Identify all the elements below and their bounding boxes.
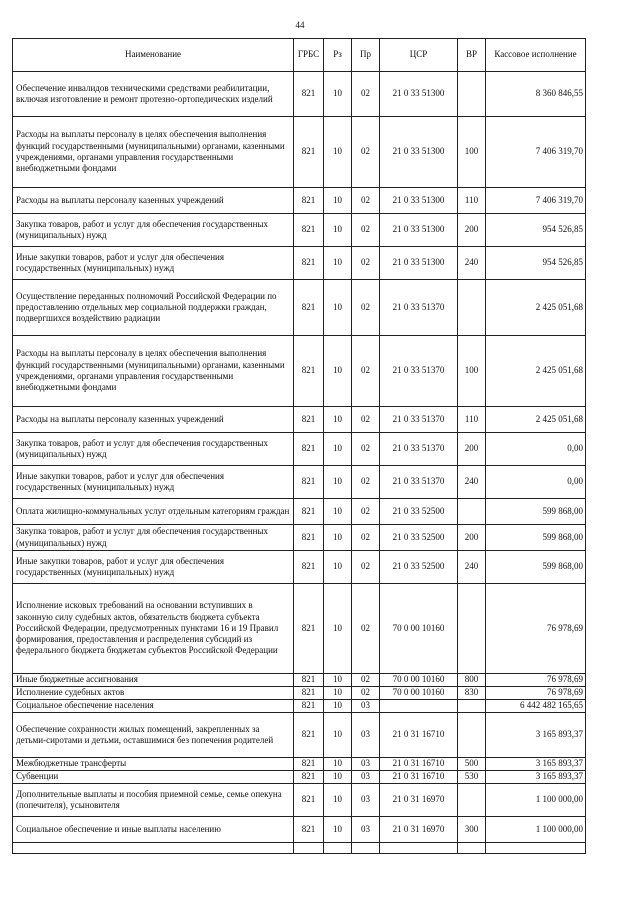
cell-rz: 10 [324, 700, 352, 713]
header-amount: Кассовое исполнение [486, 39, 586, 72]
empty-cell [486, 843, 586, 854]
cell-vr: 240 [458, 247, 486, 280]
table-body [13, 72, 586, 854]
table-row [13, 771, 586, 784]
cell-pr: 02 [352, 674, 380, 687]
empty-cell [352, 843, 380, 854]
cell-name: Расходы на выплаты персоналу казенных учреждений [13, 407, 294, 433]
cell-name: Исполнение судебных актов [13, 687, 294, 700]
table-bottom-spacer [13, 843, 586, 854]
cell-name: Субвенции [13, 771, 294, 784]
cell-pr: 03 [352, 784, 380, 817]
cell-vr [458, 499, 486, 525]
cell-grbs: 821 [294, 72, 324, 117]
cell-name: Расходы на выплаты персоналу казенных учреждений [13, 188, 294, 214]
cell-rz: 10 [324, 280, 352, 336]
cell-vr: 240 [458, 466, 486, 499]
cell-csr: 21 0 33 52500 [380, 551, 458, 584]
table-row [13, 433, 586, 466]
cell-csr [380, 700, 458, 713]
cell-name: Обеспечение сохранности жилых помещений, закрепленных за детьми-сиротами и детьми, оставшимися без попечения родителей [13, 713, 294, 758]
cell-amount: 0,00 [486, 433, 586, 466]
cell-pr: 03 [352, 713, 380, 758]
cell-pr: 03 [352, 817, 380, 843]
cell-vr [458, 584, 486, 674]
cell-name: Закупка товаров, работ и услуг для обеспечения государственных (муниципальных) нужд [13, 214, 294, 247]
cell-pr: 02 [352, 117, 380, 188]
cell-amount: 1 100 000,00 [486, 817, 586, 843]
cell-amount: 3 165 893,37 [486, 771, 586, 784]
cell-csr: 70 0 00 10160 [380, 687, 458, 700]
cell-grbs: 821 [294, 336, 324, 407]
cell-amount: 6 442 482 165,65 [486, 700, 586, 713]
cell-pr: 02 [352, 336, 380, 407]
cell-vr: 830 [458, 687, 486, 700]
cell-vr [458, 72, 486, 117]
cell-grbs: 821 [294, 433, 324, 466]
cell-rz: 10 [324, 784, 352, 817]
cell-amount: 599 868,00 [486, 525, 586, 551]
cell-grbs: 821 [294, 584, 324, 674]
cell-csr: 21 0 33 52500 [380, 499, 458, 525]
cell-vr: 200 [458, 214, 486, 247]
cell-name: Межбюджетные трансферты [13, 758, 294, 771]
cell-csr: 21 0 33 51300 [380, 117, 458, 188]
empty-cell [458, 843, 486, 854]
table-row [13, 188, 586, 214]
cell-grbs: 821 [294, 214, 324, 247]
cell-pr: 02 [352, 551, 380, 584]
cell-vr: 100 [458, 336, 486, 407]
cell-csr: 21 0 33 51370 [380, 407, 458, 433]
empty-cell [294, 843, 324, 854]
table-row [13, 280, 586, 336]
cell-csr: 21 0 31 16710 [380, 758, 458, 771]
cell-rz: 10 [324, 758, 352, 771]
table-row [13, 700, 586, 713]
cell-pr: 02 [352, 280, 380, 336]
cell-name: Расходы на выплаты персоналу в целях обеспечения выполнения функций государственными (муниципальными) органами, казенными учреждениями, органами управления государственными внебюджетными фондами [13, 336, 294, 407]
empty-cell [324, 843, 352, 854]
cell-grbs: 821 [294, 687, 324, 700]
cell-csr: 21 0 33 51300 [380, 214, 458, 247]
cell-grbs: 821 [294, 466, 324, 499]
cell-rz: 10 [324, 584, 352, 674]
cell-name: Социальное обеспечение населения [13, 700, 294, 713]
table-row [13, 336, 586, 407]
cell-name: Исполнение исковых требований на основании вступивших в законную силу судебных актов, обязательств бюджета субъекта Российской Федерации, предусмотренных пунктами 16 и 19 Правил формирования, предоставления и распределения субсидий из федерального бюджета бюджетам субъектов Российской Федерации [13, 584, 294, 674]
cell-name: Дополнительные выплаты и пособия приемной семье, семье опекуна (попечителя), усыновителя [13, 784, 294, 817]
cell-pr: 03 [352, 700, 380, 713]
cell-name: Оплата жилищно-коммунальных услуг отдельным категориям граждан [13, 499, 294, 525]
cell-grbs: 821 [294, 713, 324, 758]
cell-rz: 10 [324, 214, 352, 247]
cell-rz: 10 [324, 525, 352, 551]
cell-csr: 21 0 33 51370 [380, 280, 458, 336]
cell-rz: 10 [324, 817, 352, 843]
cell-grbs: 821 [294, 700, 324, 713]
cell-grbs: 821 [294, 674, 324, 687]
cell-amount: 2 425 051,68 [486, 336, 586, 407]
table-row [13, 784, 586, 817]
cell-csr: 21 0 31 16710 [380, 771, 458, 784]
table-row [13, 214, 586, 247]
cell-rz: 10 [324, 117, 352, 188]
header-name: Наименование [13, 39, 294, 72]
cell-pr: 02 [352, 188, 380, 214]
table-row [13, 466, 586, 499]
cell-amount: 76 978,69 [486, 584, 586, 674]
cell-rz: 10 [324, 336, 352, 407]
table-row [13, 247, 586, 280]
cell-grbs: 821 [294, 817, 324, 843]
cell-amount: 7 406 319,70 [486, 188, 586, 214]
cell-csr: 21 0 33 51370 [380, 336, 458, 407]
page-number: 44 [295, 20, 305, 30]
cell-csr: 21 0 33 52500 [380, 525, 458, 551]
cell-amount: 8 360 846,55 [486, 72, 586, 117]
cell-vr [458, 784, 486, 817]
cell-pr: 02 [352, 214, 380, 247]
cell-name: Осуществление переданных полномочий Российской Федерации по предоставлению отдельных мер социальной поддержки граждан, подвергшихся воздействию радиации [13, 280, 294, 336]
header-vr: ВР [458, 39, 486, 72]
cell-csr: 21 0 33 51300 [380, 188, 458, 214]
cell-pr: 02 [352, 584, 380, 674]
cell-vr [458, 700, 486, 713]
table-header-row [13, 39, 586, 72]
cell-rz: 10 [324, 407, 352, 433]
cell-rz: 10 [324, 687, 352, 700]
cell-amount: 599 868,00 [486, 499, 586, 525]
cell-csr: 21 0 31 16710 [380, 713, 458, 758]
cell-vr: 240 [458, 551, 486, 584]
table-row [13, 687, 586, 700]
cell-vr: 200 [458, 433, 486, 466]
cell-csr: 21 0 31 16970 [380, 817, 458, 843]
table-row [13, 117, 586, 188]
header-grbs: ГРБС [294, 39, 324, 72]
cell-vr [458, 713, 486, 758]
cell-grbs: 821 [294, 247, 324, 280]
cell-amount: 76 978,69 [486, 674, 586, 687]
cell-grbs: 821 [294, 280, 324, 336]
cell-rz: 10 [324, 551, 352, 584]
cell-pr: 02 [352, 499, 380, 525]
cell-rz: 10 [324, 713, 352, 758]
cell-name: Социальное обеспечение и иные выплаты населению [13, 817, 294, 843]
empty-cell [380, 843, 458, 854]
cell-amount: 3 165 893,37 [486, 758, 586, 771]
cell-pr: 02 [352, 525, 380, 551]
cell-name: Иные закупки товаров, работ и услуг для обеспечения государственных (муниципальных) нужд [13, 466, 294, 499]
cell-csr: 21 0 33 51370 [380, 466, 458, 499]
cell-csr: 21 0 33 51300 [380, 72, 458, 117]
cell-name: Закупка товаров, работ и услуг для обеспечения государственных (муниципальных) нужд [13, 433, 294, 466]
cell-amount: 2 425 051,68 [486, 280, 586, 336]
cell-amount: 0,00 [486, 466, 586, 499]
cell-amount: 76 978,69 [486, 687, 586, 700]
table-row [13, 72, 586, 117]
cell-amount: 3 165 893,37 [486, 713, 586, 758]
cell-csr: 21 0 33 51370 [380, 433, 458, 466]
cell-amount: 954 526,85 [486, 247, 586, 280]
cell-vr: 300 [458, 817, 486, 843]
cell-rz: 10 [324, 247, 352, 280]
cell-csr: 21 0 33 51300 [380, 247, 458, 280]
cell-grbs: 821 [294, 525, 324, 551]
table-row [13, 674, 586, 687]
header-rz: Рз [324, 39, 352, 72]
cell-rz: 10 [324, 771, 352, 784]
cell-vr: 800 [458, 674, 486, 687]
table-row [13, 407, 586, 433]
cell-rz: 10 [324, 499, 352, 525]
cell-name: Иные закупки товаров, работ и услуг для обеспечения государственных (муниципальных) нужд [13, 247, 294, 280]
cell-csr: 70 0 00 10160 [380, 584, 458, 674]
cell-pr: 02 [352, 433, 380, 466]
cell-pr: 02 [352, 247, 380, 280]
cell-vr: 100 [458, 117, 486, 188]
cell-pr: 02 [352, 407, 380, 433]
cell-grbs: 821 [294, 771, 324, 784]
header-csr: ЦСР [380, 39, 458, 72]
cell-grbs: 821 [294, 758, 324, 771]
table-row [13, 584, 586, 674]
table-row [13, 551, 586, 584]
cell-name: Закупка товаров, работ и услуг для обеспечения государственных (муниципальных) нужд [13, 525, 294, 551]
table-row [13, 713, 586, 758]
table-row [13, 817, 586, 843]
header-pr: Пр [352, 39, 380, 72]
cell-vr: 110 [458, 407, 486, 433]
cell-name: Обеспечение инвалидов техническими средствами реабилитации, включая изготовление и ремонт протезно-ортопедических изделий [13, 72, 294, 117]
cell-grbs: 821 [294, 188, 324, 214]
cell-pr: 02 [352, 72, 380, 117]
cell-pr: 02 [352, 687, 380, 700]
cell-vr: 530 [458, 771, 486, 784]
cell-amount: 599 868,00 [486, 551, 586, 584]
cell-grbs: 821 [294, 784, 324, 817]
cell-amount: 2 425 051,68 [486, 407, 586, 433]
cell-grbs: 821 [294, 407, 324, 433]
cell-amount: 7 406 319,70 [486, 117, 586, 188]
cell-grbs: 821 [294, 551, 324, 584]
cell-csr: 70 0 00 10160 [380, 674, 458, 687]
cell-amount: 954 526,85 [486, 214, 586, 247]
cell-vr [458, 280, 486, 336]
cell-pr: 03 [352, 758, 380, 771]
empty-cell [13, 843, 294, 854]
cell-grbs: 821 [294, 117, 324, 188]
cell-rz: 10 [324, 72, 352, 117]
cell-pr: 03 [352, 771, 380, 784]
cell-name: Иные закупки товаров, работ и услуг для обеспечения государственных (муниципальных) нужд [13, 551, 294, 584]
cell-rz: 10 [324, 188, 352, 214]
cell-rz: 10 [324, 674, 352, 687]
cell-name: Иные бюджетные ассигнования [13, 674, 294, 687]
cell-csr: 21 0 31 16970 [380, 784, 458, 817]
cell-vr: 110 [458, 188, 486, 214]
table-row [13, 525, 586, 551]
cell-rz: 10 [324, 433, 352, 466]
cell-rz: 10 [324, 466, 352, 499]
cell-vr: 200 [458, 525, 486, 551]
cell-vr: 500 [458, 758, 486, 771]
budget-execution-table [12, 38, 586, 854]
table-row [13, 758, 586, 771]
cell-pr: 02 [352, 466, 380, 499]
cell-grbs: 821 [294, 499, 324, 525]
cell-name: Расходы на выплаты персоналу в целях обеспечения выполнения функций государственными (муниципальными) органами, казенными учреждениями, органами управления государственными внебюджетными фондами [13, 117, 294, 188]
cell-amount: 1 100 000,00 [486, 784, 586, 817]
table-row [13, 499, 586, 525]
